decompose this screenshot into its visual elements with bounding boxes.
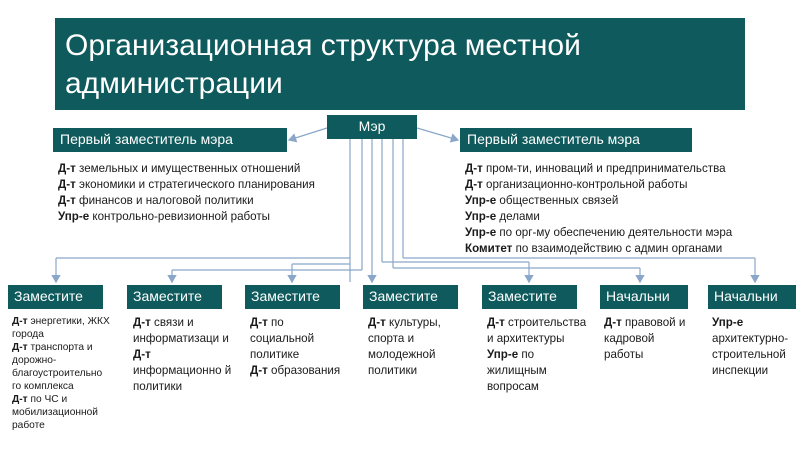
head-units-6 [604,315,696,363]
unit-line: Д-т по социальной политике [250,316,315,361]
page-title [55,18,745,110]
head-units-7 [712,315,798,379]
deputy-units-1 [12,315,112,432]
first-deputy-left-units [58,161,315,225]
title-line-1: Организационная структура местной [65,29,581,62]
unit-line: Д-т по ЧС и мобилизационной работе [12,394,98,431]
head-box-7: Начальни [708,285,796,309]
unit-line: Д-т правовой и кадровой работы [604,316,686,361]
unit-line: Д-т информационно й политики [133,348,232,393]
deputy-box-1: Заместите [8,285,103,309]
unit-line: Д-т связи и информатизаци и [133,316,229,345]
unit-line: Д-т энергетики, ЖКХ города [12,316,110,340]
deputy-units-5 [487,315,587,395]
first-deputy-right-box: Первый заместитель мэра [460,128,692,152]
unit-line: Упр-е общественных связей [465,194,619,207]
unit-line: Упр-е контрольно-ревизионной работы [58,210,271,223]
deputy-units-3 [250,315,350,379]
first-deputy-right-units [465,161,732,257]
unit-line: Упр-е делами [465,210,540,223]
unit-line: Д-т транспорта и дорожно-благоустроительно го комплекса [12,342,103,392]
deputy-units-2 [133,315,238,395]
unit-line: Д-т организационно-контрольной работы [465,178,688,191]
deputy-box-3: Заместите [245,285,340,309]
unit-line: Д-т культуры, спорта и молодежной политики [368,316,441,377]
title-line-2: администрации [65,67,283,100]
deputy-box-4: Заместите [363,285,458,309]
unit-line: Упр-е по орг-му обеспечению деятельности мэра [465,226,733,239]
mayor-box: Мэр [327,115,417,139]
first-deputy-left-box: Первый заместитель мэра [53,128,287,152]
unit-line: Д-т земельных и имущественных отношений [58,162,301,175]
deputy-units-4 [368,315,468,379]
unit-line: Д-т экономики и стратегического планирования [58,178,315,191]
unit-line: Д-т пром-ти, инноваций и предпринимательства [465,162,726,175]
unit-line: Д-т строительства и архитектуры [487,316,587,345]
deputy-box-2: Заместите [127,285,222,309]
unit-line: Д-т финансов и налоговой политики [58,194,254,207]
head-box-6: Начальни [600,285,688,309]
unit-line: Упр-е архитектурно-строительной инспекции [712,316,789,377]
deputy-box-5: Заместите [482,285,577,309]
unit-line: Упр-е по жилищным вопросам [487,348,547,393]
unit-line: Комитет по взаимодействию с админ органами [465,242,723,255]
unit-line: Д-т образования [250,364,341,377]
